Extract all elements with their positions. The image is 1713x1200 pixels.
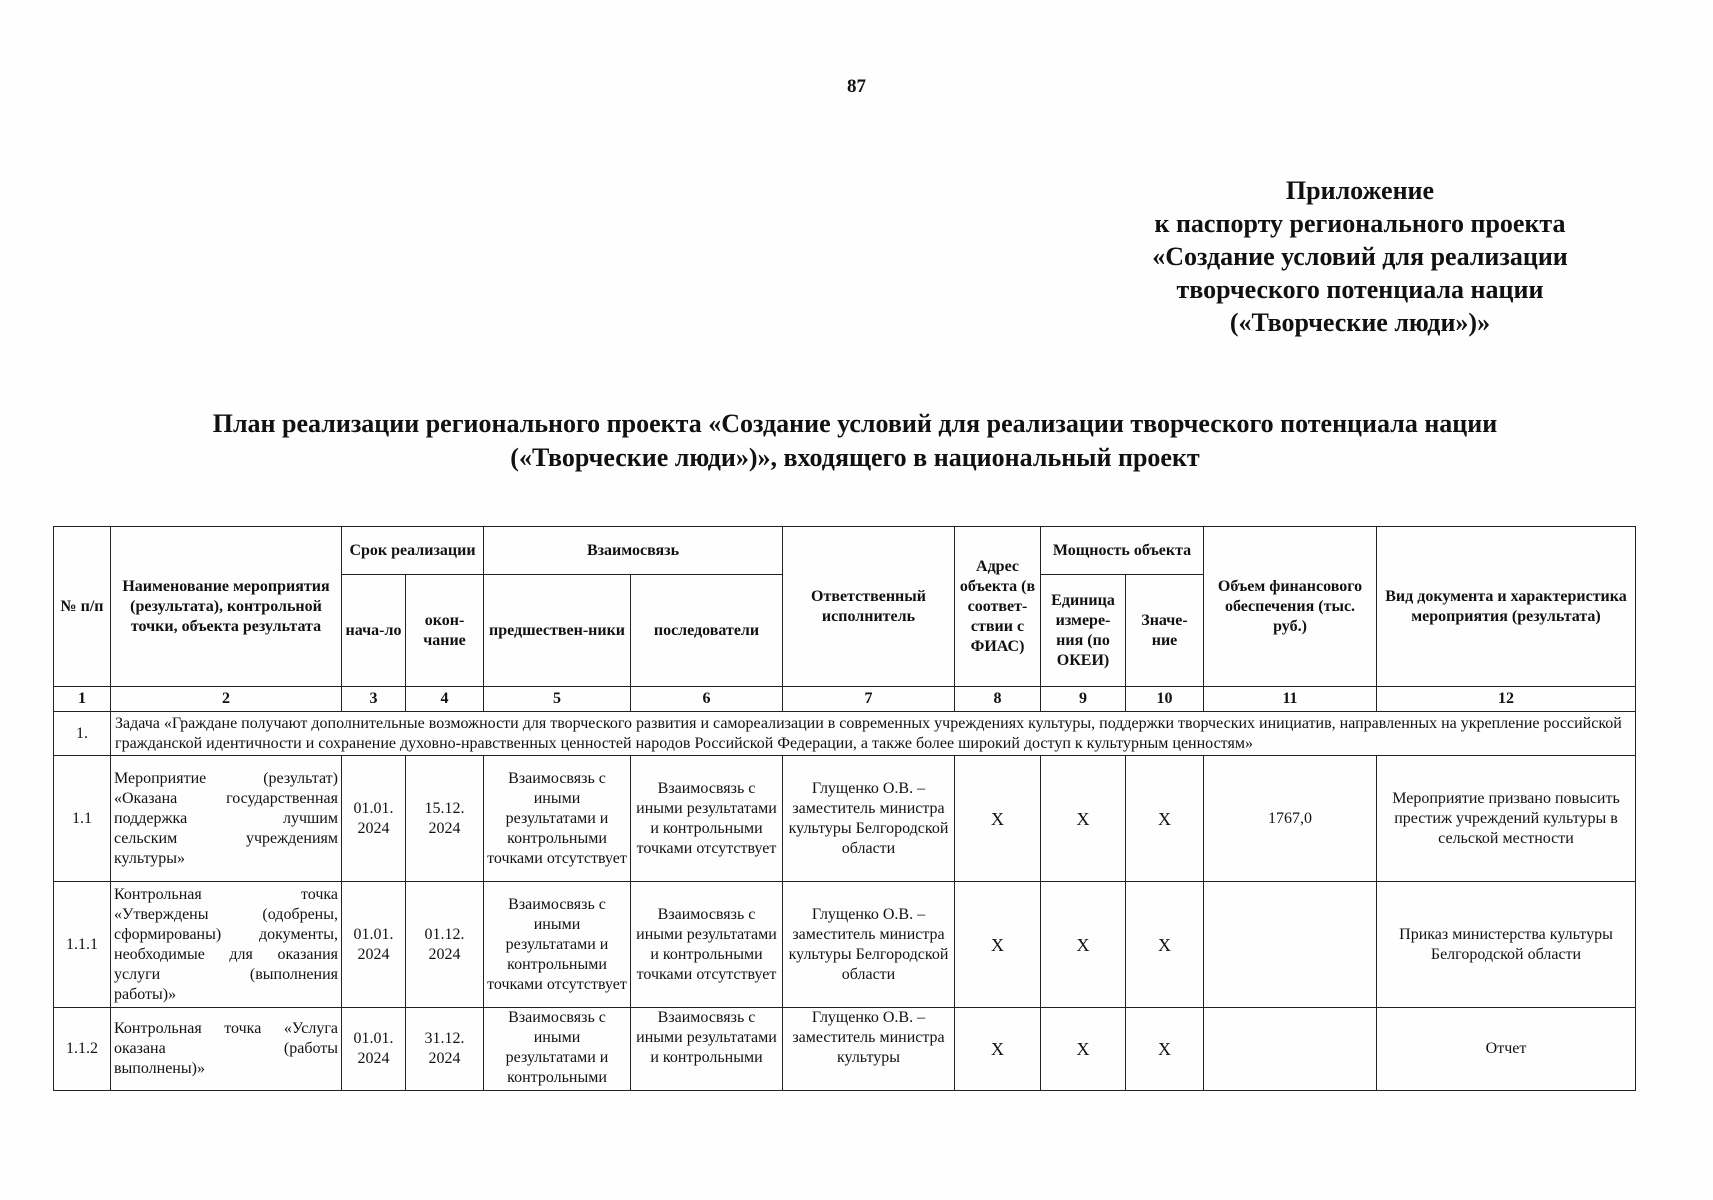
row-name-line: сельским учреждениям xyxy=(114,829,338,847)
column-number: 12 xyxy=(1377,687,1636,712)
row-doc-type: Мероприятие призвано повысить престиж учреждений культуры в сельской местности xyxy=(1377,756,1636,882)
table-row xyxy=(54,756,1636,882)
header-capacity: Мощность объекта xyxy=(1041,527,1204,575)
row-name-line: услуги (выполнения xyxy=(114,965,338,983)
row-name xyxy=(111,1008,342,1091)
row-name-line: «Оказана государственная xyxy=(114,789,338,807)
table-row xyxy=(54,1008,1636,1091)
plan-title-line: («Творческие люди»)», входящего в национальный проект xyxy=(510,443,1200,472)
column-number: 2 xyxy=(111,687,342,712)
appendix-line: творческого потенциала нации xyxy=(1176,275,1544,304)
header-doc-type: Вид документа и характеристика мероприятия (результата) xyxy=(1377,527,1636,687)
row-address: X xyxy=(955,882,1041,1008)
row-responsible: Глущенко О.В. – заместитель министра культуры Белгородской области xyxy=(783,756,955,882)
row-name-line: работы)» xyxy=(114,985,177,1003)
row-address: X xyxy=(955,756,1041,882)
task-number: 1. xyxy=(54,712,111,756)
task-row xyxy=(54,712,1636,756)
header-end: окон-чание xyxy=(406,575,484,687)
row-predecessors: Взаимосвязь с иными результатами и контрольными точками отсутствует xyxy=(484,756,631,882)
column-number: 9 xyxy=(1041,687,1126,712)
row-name-line: Мероприятие (результат) xyxy=(114,769,338,787)
plan-table xyxy=(53,526,1636,1091)
header-row xyxy=(54,527,1636,575)
header-funding: Объем финансового обеспечения (тыс. руб.) xyxy=(1204,527,1377,687)
page-number: 87 xyxy=(847,76,866,97)
row-name-line: культуры» xyxy=(114,849,186,867)
row-responsible: Глущенко О.В. – заместитель министра культуры Белгородской области xyxy=(783,882,955,1008)
row-predecessors: Взаимосвязь с иными результатами и контрольными точками отсутствует xyxy=(484,882,631,1008)
row-name-line: выполнены)» xyxy=(114,1060,205,1077)
row-value: X xyxy=(1126,1008,1204,1091)
header-successors: последователи xyxy=(631,575,783,687)
column-number: 7 xyxy=(783,687,955,712)
plan-title-line: План реализации регионального проекта «Создание условий для реализации творческого потенциала нации xyxy=(212,409,1498,438)
column-number: 4 xyxy=(406,687,484,712)
header-num: № п/п xyxy=(54,527,111,687)
header-address: Адрес объекта (в соответ-ствии с ФИАС) xyxy=(955,527,1041,687)
row-successors: Взаимосвязь с иными результатами и контрольными xyxy=(631,1008,783,1091)
row-funding xyxy=(1204,1008,1377,1091)
row-unit: X xyxy=(1041,882,1126,1008)
header-period: Срок реализации xyxy=(342,527,484,575)
appendix-heading xyxy=(1110,174,1610,339)
header-start: нача-ло xyxy=(342,575,406,687)
row-number: 1.1 xyxy=(54,756,111,882)
column-number: 6 xyxy=(631,687,783,712)
row-successors: Взаимосвязь с иными результатами и контрольными точками отсутствует xyxy=(631,756,783,882)
row-name-line: поддержка лучшим xyxy=(114,809,338,827)
row-name-line: сформированы) документы, xyxy=(114,925,338,943)
column-number: 3 xyxy=(342,687,406,712)
row-doc-type: Приказ министерства культуры Белгородской области xyxy=(1377,882,1636,1008)
column-number: 10 xyxy=(1126,687,1204,712)
row-name-line: необходимые для оказания xyxy=(114,945,338,963)
row-responsible: Глущенко О.В. – заместитель министра культуры xyxy=(783,1008,955,1091)
row-funding: 1767,0 xyxy=(1204,756,1377,882)
appendix-line: Приложение xyxy=(1285,176,1435,205)
row-end: 31.12. 2024 xyxy=(406,1008,484,1091)
row-address: X xyxy=(955,1008,1041,1091)
row-unit: X xyxy=(1041,1008,1126,1091)
row-start: 01.01. 2024 xyxy=(342,882,406,1008)
row-name-line: оказана (работы xyxy=(114,1040,338,1057)
row-number: 1.1.2 xyxy=(54,1008,111,1091)
row-unit: X xyxy=(1041,756,1126,882)
row-predecessors: Взаимосвязь с иными результатами и контрольными xyxy=(484,1008,631,1091)
row-value: X xyxy=(1126,882,1204,1008)
task-text: Задача «Граждане получают дополнительные возможности для творческого развития и самореализации в современных учреждениях культуры, поддержки творческих инициатив, направленных на укрепление российской гражданской идентичности и сохранение духовно-нравственных ценностей народов Российской Федерации, а также более широкий доступ к культурным ценностям» xyxy=(111,712,1636,756)
header-unit: Единица измере-ния (по ОКЕИ) xyxy=(1041,575,1126,687)
plan-title xyxy=(120,407,1590,475)
row-name-line: «Утверждены (одобрены, xyxy=(114,905,338,923)
row-doc-type: Отчет xyxy=(1377,1008,1636,1091)
row-start: 01.01. 2024 xyxy=(342,756,406,882)
row-name-line: Контрольная точка xyxy=(114,885,338,903)
header-predecessors: предшествен-ники xyxy=(484,575,631,687)
column-number: 1 xyxy=(54,687,111,712)
header-responsible: Ответственный исполнитель xyxy=(783,527,955,687)
row-name xyxy=(111,882,342,1008)
column-number: 8 xyxy=(955,687,1041,712)
header-name: Наименование мероприятия (результата), контрольной точки, объекта результата xyxy=(111,527,342,687)
column-number: 11 xyxy=(1204,687,1377,712)
row-name xyxy=(111,756,342,882)
row-successors: Взаимосвязь с иными результатами и контрольными точками отсутствует xyxy=(631,882,783,1008)
column-numbers-row xyxy=(54,687,1636,712)
appendix-line: «Создание условий для реализации xyxy=(1152,242,1568,271)
row-name-line: Контрольная точка «Услуга xyxy=(114,1020,338,1037)
row-number: 1.1.1 xyxy=(54,882,111,1008)
row-end: 15.12. 2024 xyxy=(406,756,484,882)
appendix-line: к паспорту регионального проекта xyxy=(1154,209,1566,238)
table-row xyxy=(54,882,1636,1008)
header-value: Значе-ние xyxy=(1126,575,1204,687)
appendix-line: («Творческие люди»)» xyxy=(1229,308,1491,337)
header-link: Взаимосвязь xyxy=(484,527,783,575)
row-funding xyxy=(1204,882,1377,1008)
row-value: X xyxy=(1126,756,1204,882)
column-number: 5 xyxy=(484,687,631,712)
row-end: 01.12. 2024 xyxy=(406,882,484,1008)
row-start: 01.01. 2024 xyxy=(342,1008,406,1091)
